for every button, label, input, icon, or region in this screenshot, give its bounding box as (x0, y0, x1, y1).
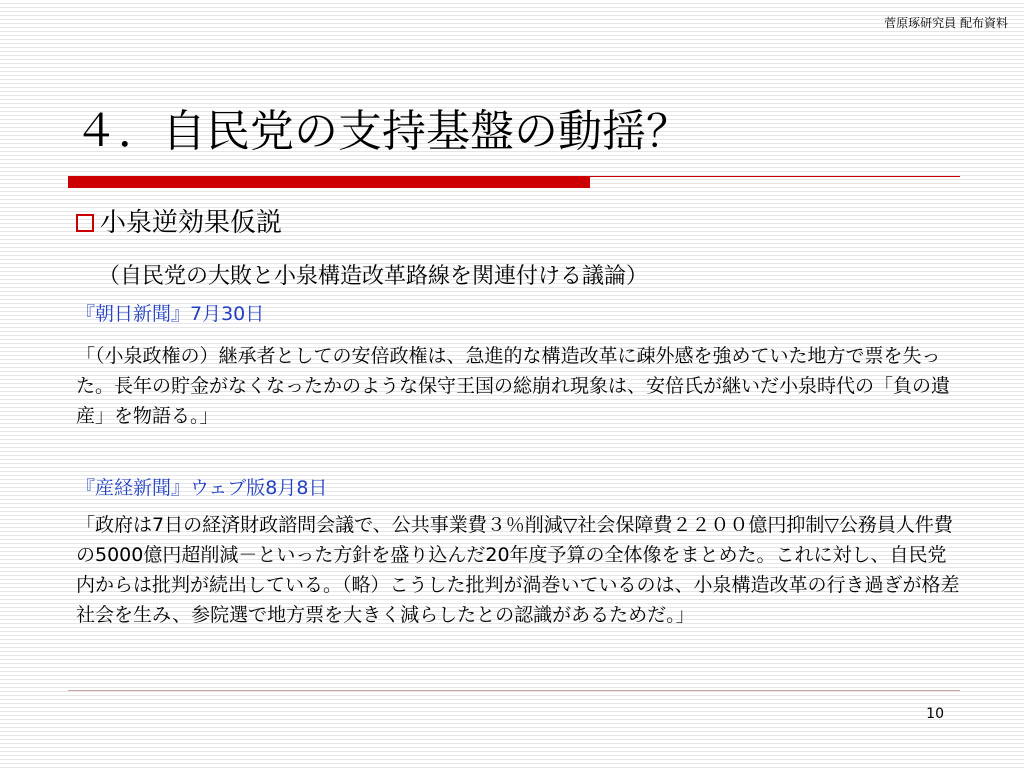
header-note: 菅原琢研究員 配布資料 (884, 16, 1008, 30)
title-underline-thin (590, 176, 960, 177)
quote-text-2: 「政府は7日の経済財政諮問会議で、公共事業費３％削減▽社会保障費２２００億円抑制▽公務員人件費の5000億円超削減－といった方針を盛り込んだ20年度予算の全体像をまとめた。これに対し、自民党内からは批判が続出している。（略）こうした批判が渦巻いているのは、小泉構造改革の行き過ぎが格差社会を生み、参院選で地方票を大きく減らしたとの認識があるためだ。」 (76, 514, 960, 626)
quote-source-2: 『産経新聞』ウェブ版8月8日 (76, 477, 328, 499)
slide-title: ４．自民党の支持基盤の動揺？ (74, 106, 690, 157)
page-number: 10 (926, 706, 944, 722)
quote-text-1: 「（小泉政権の）継承者としての安倍政権は、急進的な構造改革に疎外感を強めていた地方で票を失った。長年の貯金がなくなったかのような保守王国の総崩れ現象は、安倍氏が継いだ小泉時代の「負の遺産」を物語る。」 (76, 345, 951, 427)
square-bullet-icon (76, 214, 94, 232)
bottom-rule (68, 690, 960, 691)
subtitle: （自民党の大敗と小泉構造改革路線を関連付ける議論） (98, 264, 649, 289)
bullet-row (76, 206, 282, 240)
quote-source-1: 『朝日新聞』7月30日 (76, 303, 265, 325)
title-underline-red (68, 176, 590, 188)
bullet-text: 小泉逆効果仮説 (100, 208, 283, 238)
